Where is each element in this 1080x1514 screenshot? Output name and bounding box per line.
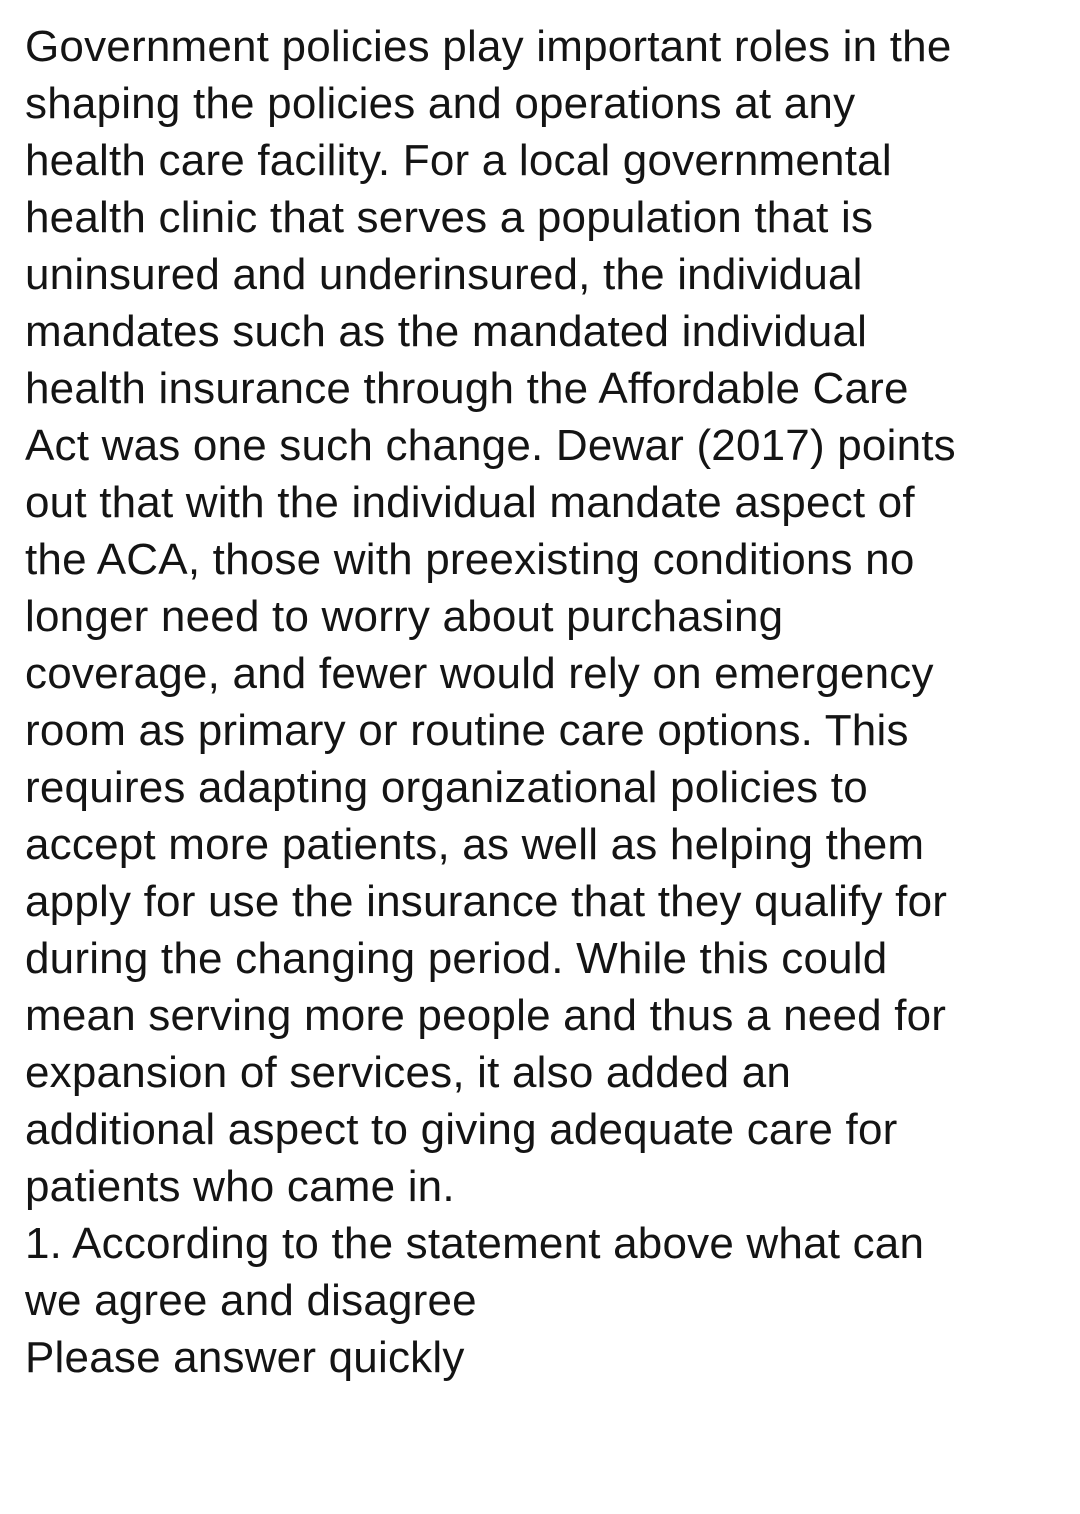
paragraph-line: longer need to worry about purchasing	[25, 592, 784, 641]
paragraph-line: room as primary or routine care options. This	[25, 706, 909, 755]
paragraph-line: mean serving more people and thus a need for	[25, 991, 947, 1040]
paragraph-line: accept more patients, as well as helping them	[25, 820, 925, 869]
paragraph-line: coverage, and fewer would rely on emergency	[25, 649, 934, 698]
paragraph-line: during the changing period. While this could	[25, 934, 888, 983]
request-line: Please answer quickly	[25, 1333, 465, 1382]
paragraph-line: additional aspect to giving adequate care for	[25, 1105, 898, 1154]
document-body	[25, 18, 1070, 1386]
question-line: we agree and disagree	[25, 1276, 477, 1325]
paragraph-line: expansion of services, it also added an	[25, 1048, 792, 1097]
paragraph-line: Government policies play important roles in the	[25, 22, 952, 71]
paragraph-line: shaping the policies and operations at any	[25, 79, 856, 128]
paragraph-line: uninsured and underinsured, the individual	[25, 250, 863, 299]
paragraph-line: patients who came in.	[25, 1162, 455, 1211]
paragraph-line: health insurance through the Affordable Care	[25, 364, 909, 413]
paragraph-line: requires adapting organizational policies to	[25, 763, 868, 812]
paragraph-line: apply for use the insurance that they qualify for	[25, 877, 948, 926]
paragraph-line: health clinic that serves a population that is	[25, 193, 874, 242]
question-line: 1. According to the statement above what can	[25, 1219, 925, 1268]
paragraph-line: the ACA, those with preexisting conditions no	[25, 535, 915, 584]
paragraph-line: health care facility. For a local governmental	[25, 136, 892, 185]
paragraph-line: out that with the individual mandate aspect of	[25, 478, 915, 527]
paragraph-line: Act was one such change. Dewar (2017) points	[25, 421, 956, 470]
paragraph-line: mandates such as the mandated individual	[25, 307, 868, 356]
paragraph	[25, 18, 1070, 1215]
question	[25, 1215, 1070, 1329]
